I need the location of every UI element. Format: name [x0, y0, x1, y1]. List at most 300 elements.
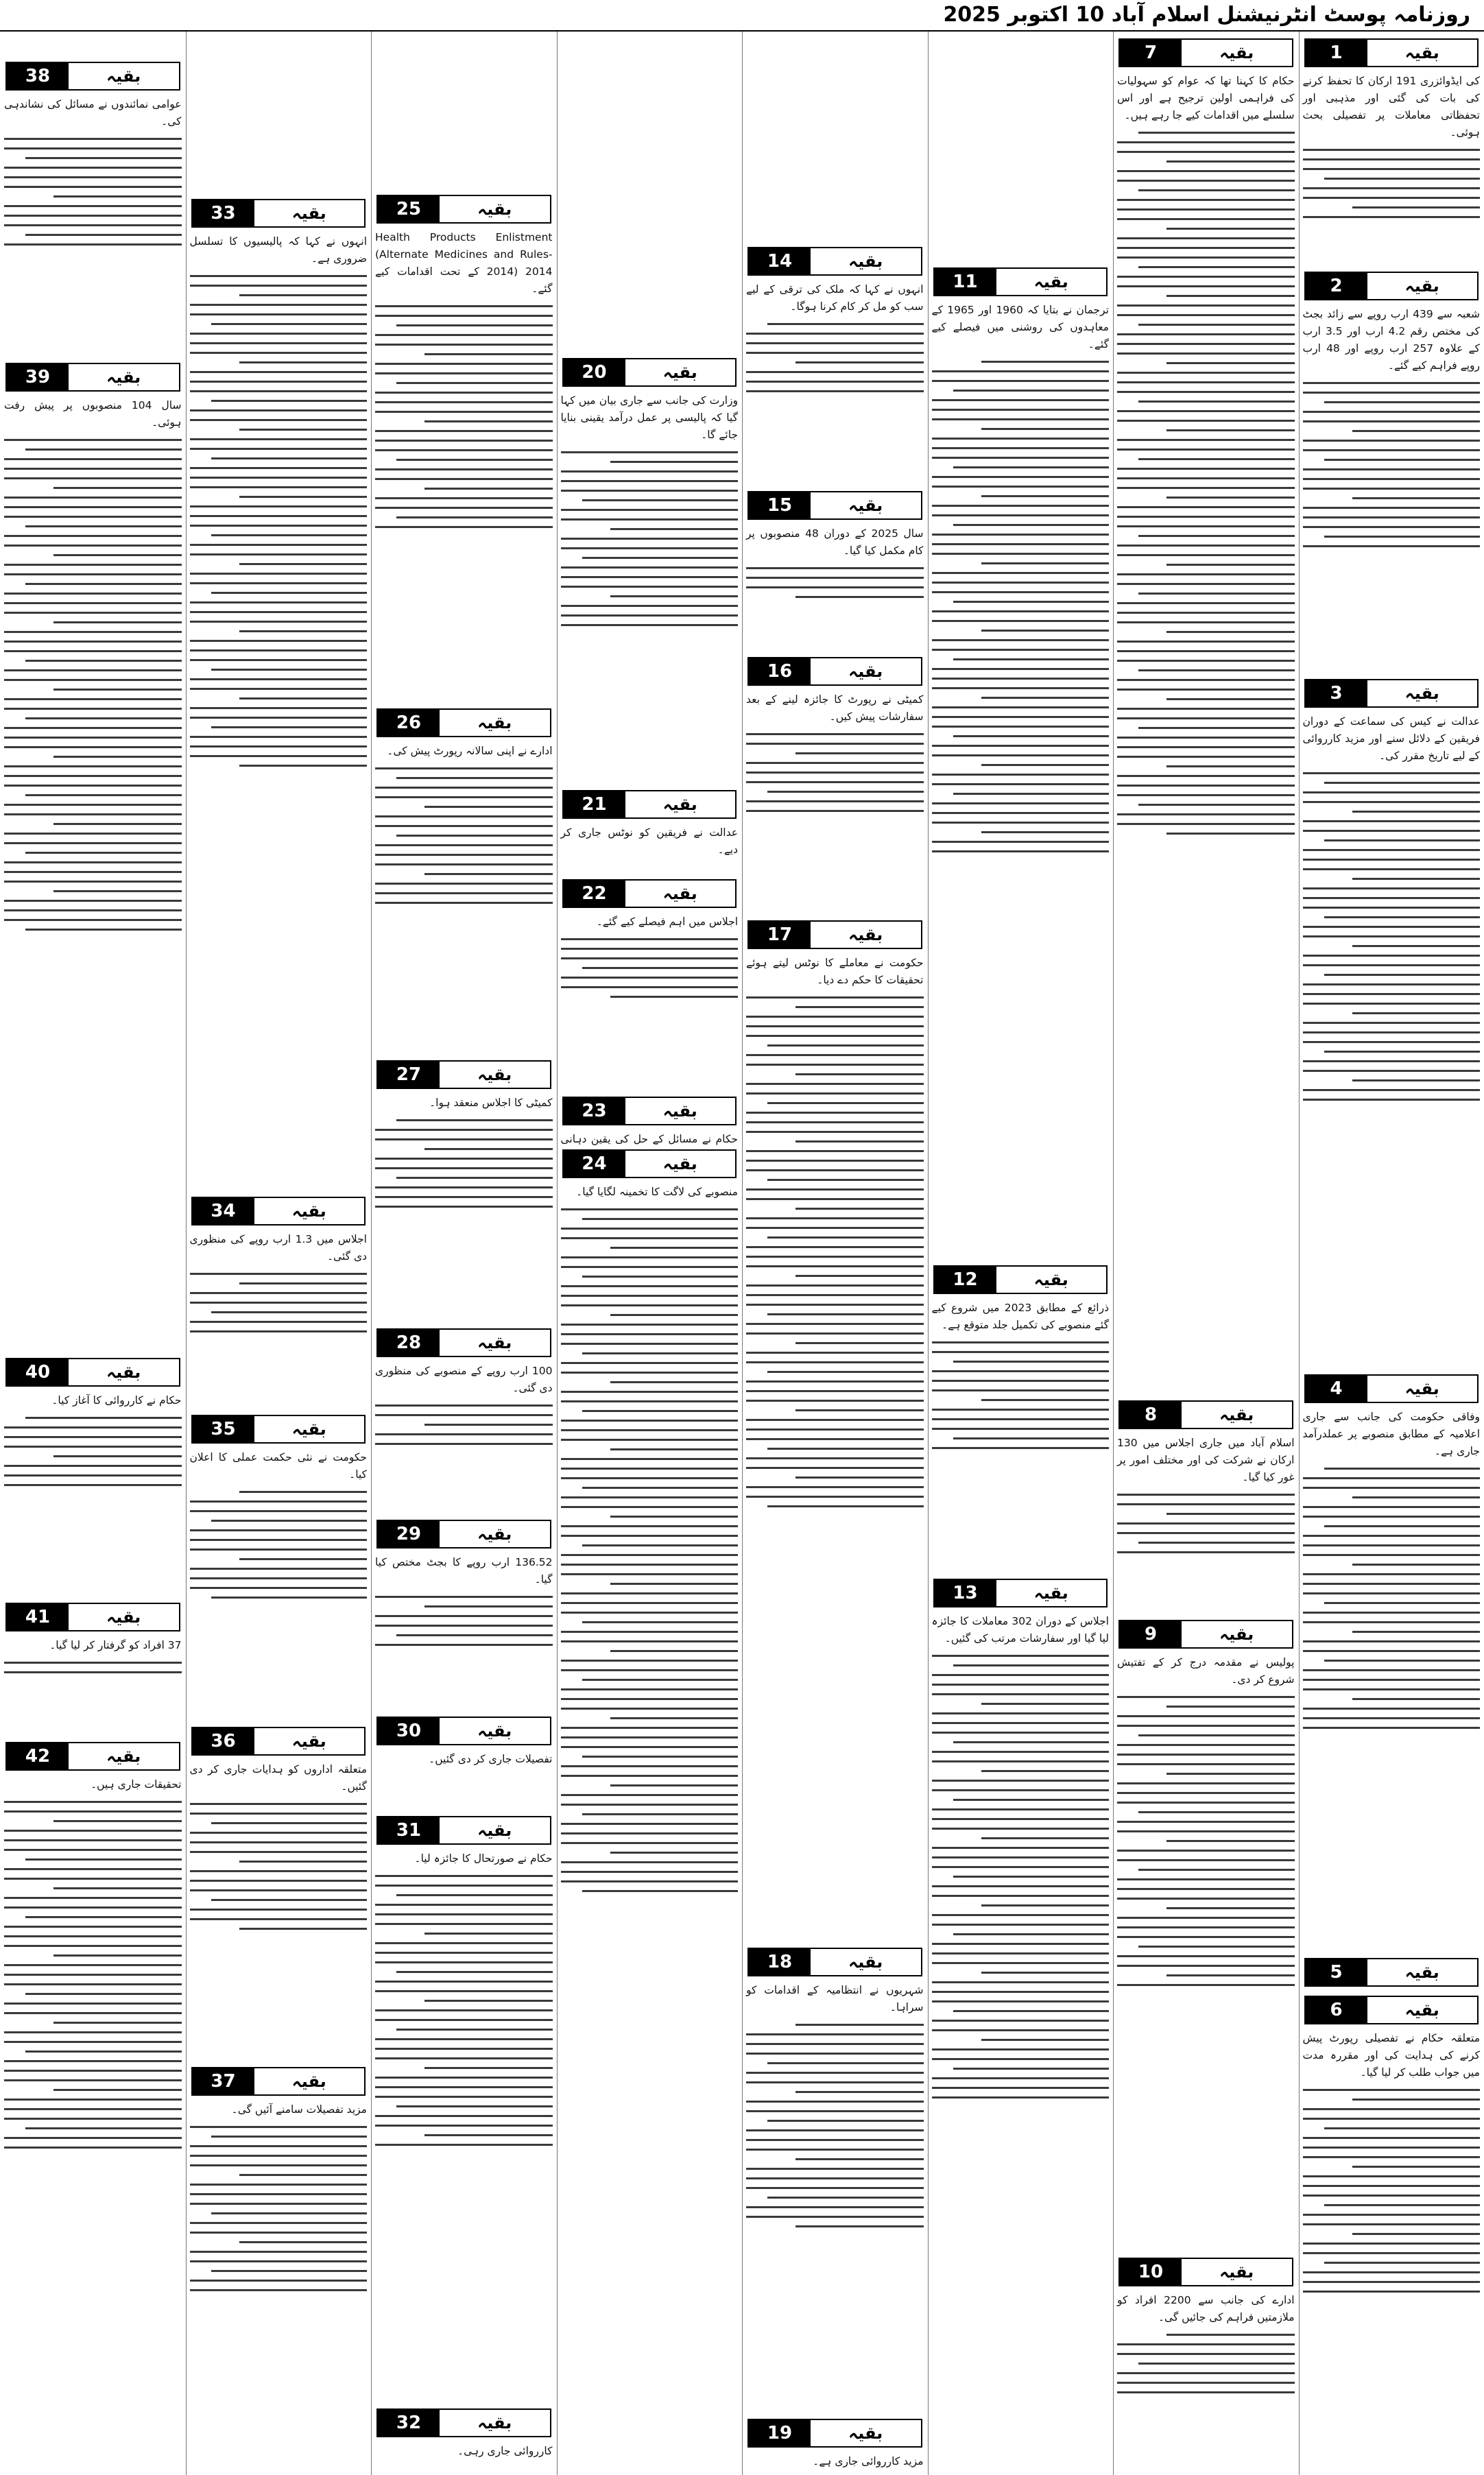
text-line [1324, 401, 1480, 403]
text-line [561, 1208, 739, 1210]
text-line [1117, 756, 1295, 758]
text-line [746, 1131, 924, 1133]
continued-story [742, 243, 928, 487]
continued-header [376, 1328, 551, 1357]
text-line [953, 390, 1109, 392]
text-line [1138, 132, 1294, 134]
text-line [1117, 141, 1295, 143]
text-line [1117, 1955, 1295, 1957]
text-line [4, 1945, 182, 1947]
text-line [981, 1972, 1109, 1974]
text-line [1117, 2372, 1295, 2374]
text-line [746, 342, 924, 344]
text-line [375, 815, 553, 817]
text-line [561, 1266, 739, 1268]
text-line [1303, 1592, 1481, 1594]
continued-label: بقیہ [996, 1580, 1107, 1606]
continued-story [186, 195, 372, 1193]
text-line [190, 553, 368, 555]
continued-header [376, 2408, 551, 2437]
text-line [953, 1741, 1109, 1743]
text-line [746, 762, 924, 764]
text-line [1303, 868, 1481, 870]
text-line [1117, 439, 1295, 441]
text-line [1166, 1773, 1294, 1775]
text-line [1303, 1506, 1481, 1508]
text-lines [1117, 132, 1295, 835]
text-line [1352, 878, 1480, 880]
text-line [239, 1282, 367, 1284]
text-line [746, 1083, 924, 1085]
text-line [4, 1671, 182, 1673]
text-line [4, 564, 182, 566]
page-column [186, 32, 372, 2475]
text-line [932, 1943, 1110, 1945]
text-line [795, 2158, 923, 2160]
text-line [1303, 1640, 1481, 1642]
text-line [582, 1544, 738, 1546]
text-line [1324, 782, 1480, 784]
text-line [1117, 602, 1295, 604]
text-line [375, 1913, 553, 1915]
text-line [746, 2110, 924, 2112]
text-line [561, 1285, 739, 1287]
text-line [375, 1186, 553, 1188]
text-line [375, 863, 553, 865]
text-line [561, 1458, 739, 1460]
text-line [424, 1424, 552, 1426]
continued-label: بقیہ [440, 1817, 550, 1843]
text-line [375, 440, 553, 442]
text-line [1117, 477, 1295, 479]
text-line [561, 624, 739, 626]
text-line [1303, 158, 1481, 160]
text-line [53, 890, 181, 892]
text-line [1303, 859, 1481, 861]
continued-label: بقیہ [1367, 40, 1478, 66]
text-line [4, 468, 182, 470]
story-number: 13 [935, 1580, 996, 1606]
text-line [375, 1990, 553, 1992]
text-line [1303, 1031, 1481, 1033]
text-line [1303, 830, 1481, 832]
text-line [4, 631, 182, 633]
story-text: عدالت نے فریقین کو نوٹس جاری کر دیے۔ [560, 826, 738, 856]
page-column [1113, 32, 1299, 2475]
continued-story [1299, 267, 1484, 675]
text-line [25, 525, 181, 527]
story-text: وزارت کی جانب سے جاری بیان میں کہا گیا کہ پالیسی پر عمل درآمد یقینی بنایا جائے گا۔ [560, 394, 738, 441]
text-line [981, 697, 1109, 699]
text-line [1352, 430, 1480, 432]
text-line [561, 1295, 739, 1297]
continued-header [5, 1603, 180, 1631]
continued-label: بقیہ [254, 2068, 365, 2094]
text-line [561, 470, 739, 473]
text-line [610, 1852, 738, 1854]
text-line [1117, 775, 1295, 777]
text-line [561, 605, 739, 607]
text-line [1117, 256, 1295, 259]
text-line [1117, 151, 1295, 153]
text-line [4, 679, 182, 681]
story-number: 12 [935, 1267, 996, 1293]
text-line [375, 2057, 553, 2059]
text-line [190, 2289, 368, 2291]
text-line [561, 1573, 739, 1575]
text-line [561, 948, 739, 950]
continued-story [186, 1723, 372, 2063]
continued-story [186, 2063, 372, 2475]
text-line [396, 324, 552, 326]
text-line [1117, 650, 1295, 652]
text-line [396, 1119, 552, 1121]
text-line [190, 1292, 368, 1294]
text-lines [746, 733, 924, 812]
text-line [953, 466, 1109, 468]
text-line [1303, 964, 1481, 966]
continued-label: بقیہ [1182, 2259, 1292, 2285]
text-line [981, 428, 1109, 430]
text-line [190, 1587, 368, 1589]
text-line [424, 1605, 552, 1607]
text-line [746, 1016, 924, 1018]
story-text: 100 ارب روپے کے منصوبے کی منظوری دی گئی۔ [375, 1365, 553, 1394]
continued-story [557, 786, 743, 875]
text-line [190, 1321, 368, 1323]
text-line [1303, 2252, 1481, 2254]
text-line [1324, 1051, 1480, 1053]
continued-label: بقیہ [811, 1949, 921, 1975]
text-line [1303, 187, 1481, 189]
continued-story [1113, 1616, 1299, 2253]
text-line [932, 553, 1110, 555]
story-text: کی ایڈوائزری 191 ارکان کا تحفظ کرنے کی بات کی گئی اور مذہبی اور تحفظاتی معاملات پر تفصیلی بحث ہوئی۔ [1302, 75, 1480, 139]
text-line [375, 2048, 553, 2050]
text-line [610, 595, 738, 597]
text-line [1166, 564, 1294, 566]
text-line [190, 285, 368, 287]
text-line [4, 2118, 182, 2120]
text-line [375, 1414, 553, 1416]
text-line [932, 1418, 1110, 1420]
text-line [932, 649, 1110, 651]
text-line [375, 1443, 553, 1445]
text-lines [561, 451, 739, 626]
text-line [746, 1323, 924, 1325]
text-line [582, 1679, 738, 1681]
continued-header [747, 247, 922, 276]
text-line [746, 2206, 924, 2208]
text-line [375, 2077, 553, 2079]
text-line [239, 630, 367, 632]
text-line [981, 764, 1109, 766]
text-line [1324, 178, 1480, 180]
text-line [375, 430, 553, 432]
text-line [1352, 1564, 1480, 1566]
text-line [561, 490, 739, 492]
text-line [1117, 794, 1295, 796]
text-line [932, 514, 1110, 516]
text-line [1303, 1717, 1481, 1719]
text-line [746, 1256, 924, 1258]
text-line [375, 892, 553, 894]
story-text: مزید کارروائی جاری ہے۔ [813, 2455, 924, 2467]
text-line [932, 505, 1110, 507]
text-line [932, 610, 1110, 612]
text-line [1303, 1535, 1481, 1537]
text-line [610, 1314, 738, 1316]
continued-header [747, 491, 922, 520]
continued-label: بقیہ [440, 1521, 550, 1547]
text-line [582, 1276, 738, 1278]
page-column [742, 32, 928, 2475]
text-line [1138, 727, 1294, 729]
story-text: شعبہ سے 439 ارب روپے سے زائد بجٹ کی مختص رقم 4.2 ارب اور 3.5 ارب کے علاوہ 257 ارب روپے اور 48 ارب روپے فراہم کیے گئے۔ [1302, 308, 1480, 372]
text-line [561, 1525, 739, 1527]
text-line [4, 2060, 182, 2062]
text-line [190, 438, 368, 440]
continued-header [191, 2067, 366, 2096]
text-line [1117, 285, 1295, 287]
text-line [396, 1634, 552, 1636]
continued-label: بقیہ [440, 2410, 550, 2436]
text-line [746, 810, 924, 812]
continued-label: بقیہ [625, 881, 736, 907]
continued-story [742, 487, 928, 653]
text-line [4, 785, 182, 787]
continued-story [928, 1575, 1114, 2475]
text-line [1303, 478, 1481, 480]
text-line [1117, 1754, 1295, 1756]
text-line [375, 767, 553, 769]
text-line [4, 861, 182, 863]
text-line [932, 2000, 1110, 2002]
text-line [1166, 1513, 1294, 1515]
continued-label: بقیہ [811, 492, 921, 518]
text-line [1166, 765, 1294, 767]
story-text: 37 افراد کو گرفتار کر لیا گیا۔ [49, 1639, 182, 1651]
text-lines [190, 275, 368, 767]
text-line [190, 275, 368, 277]
text-line [1324, 2262, 1480, 2264]
text-line [981, 495, 1109, 497]
story-text: مزید تفصیلات سامنے آئیں گی۔ [231, 2103, 367, 2116]
text-line [1303, 507, 1481, 509]
text-line [981, 831, 1109, 833]
text-line [1303, 488, 1481, 490]
text-line [1166, 1907, 1294, 1909]
text-line [211, 592, 367, 594]
text-line [190, 1918, 368, 1920]
text-line [1324, 839, 1480, 841]
text-line [767, 323, 923, 325]
text-line [561, 1602, 739, 1604]
text-line [375, 315, 553, 317]
text-line [25, 1858, 181, 1861]
text-line [1303, 1573, 1481, 1575]
story-number: 23 [564, 1098, 625, 1124]
story-number: 26 [378, 710, 440, 736]
story-number: 2 [1306, 273, 1367, 299]
text-line [190, 304, 368, 306]
text-line [1303, 2271, 1481, 2273]
text-line [4, 545, 182, 547]
story-number: 10 [1120, 2259, 1182, 2285]
text-line [932, 486, 1110, 488]
story-text: کارروائی جاری رہی۔ [457, 2445, 553, 2457]
text-line [4, 765, 182, 767]
text-line [4, 1906, 182, 1909]
text-line [953, 1437, 1109, 1439]
text-line [424, 873, 552, 875]
continued-label: بقیہ [254, 1728, 365, 1754]
text-line [1138, 189, 1294, 191]
text-line [746, 577, 924, 579]
text-line [190, 515, 368, 517]
text-line [1303, 149, 1481, 151]
text-line [190, 467, 368, 469]
text-line [1117, 449, 1295, 451]
text-line [4, 602, 182, 604]
text-line [396, 835, 552, 837]
text-line [561, 1554, 739, 1556]
text-line [746, 2043, 924, 2045]
text-line [1117, 1821, 1295, 1823]
text-lines [746, 2024, 924, 2227]
story-number: 28 [378, 1330, 440, 1356]
text-line [4, 506, 182, 508]
text-lines [561, 938, 739, 998]
story-text: اجلاس میں اہم فیصلے کیے گئے۔ [596, 916, 738, 928]
text-line [375, 497, 553, 499]
text-line [424, 2000, 552, 2002]
text-line [610, 1247, 738, 1249]
text-line [1117, 1878, 1295, 1880]
text-line [1117, 1503, 1295, 1505]
text-line [561, 1640, 739, 1642]
text-line [981, 1837, 1109, 1839]
text-line [190, 1889, 368, 1891]
text-line [25, 2127, 181, 2129]
text-line [561, 1256, 739, 1258]
text-line [190, 505, 368, 507]
text-line [561, 1400, 739, 1402]
text-line [561, 576, 739, 578]
text-line [932, 370, 1110, 372]
text-line [4, 1868, 182, 1870]
text-line [746, 333, 924, 335]
text-line [981, 1703, 1109, 1705]
text-line [190, 1577, 368, 1579]
text-line [932, 1856, 1110, 1858]
text-line [953, 735, 1109, 737]
continued-label: بقیہ [625, 791, 736, 817]
text-line [1303, 2291, 1481, 2293]
text-line [981, 1904, 1109, 1906]
text-line [1117, 314, 1295, 316]
text-line [53, 621, 181, 623]
text-line [746, 586, 924, 588]
text-line [582, 1410, 738, 1412]
story-number: 24 [564, 1151, 625, 1177]
text-line [953, 1933, 1109, 1935]
continued-label: بقیہ [69, 63, 179, 89]
text-line [375, 334, 553, 336]
text-line [375, 449, 553, 451]
text-line [190, 1529, 368, 1531]
text-line [746, 1352, 924, 1354]
text-line [1324, 2127, 1480, 2129]
text-line [1117, 487, 1295, 489]
text-line [375, 787, 553, 789]
continued-header [933, 1265, 1108, 1294]
text-line [1117, 1532, 1295, 1534]
text-line [375, 1206, 553, 1208]
continued-label: بقیہ [811, 658, 921, 684]
text-line [4, 919, 182, 921]
text-line [932, 706, 1110, 708]
text-line [932, 1866, 1110, 1868]
text-line [1303, 1688, 1481, 1690]
column-rule [557, 32, 558, 2475]
text-line [190, 1330, 368, 1332]
continued-story [371, 1516, 557, 1712]
text-line [4, 477, 182, 479]
story-number: 35 [193, 1416, 254, 1442]
text-line [746, 2216, 924, 2218]
text-line [561, 977, 739, 979]
text-line [1303, 2185, 1481, 2187]
text-line [375, 1196, 553, 1198]
text-line [239, 294, 367, 296]
text-line [1138, 1946, 1294, 1948]
text-line [211, 400, 367, 402]
text-line [610, 461, 738, 463]
story-number: 27 [378, 1062, 440, 1088]
text-line [932, 572, 1110, 574]
text-line [190, 333, 368, 335]
text-line [1117, 516, 1295, 518]
text-line [396, 1971, 552, 1973]
text-line [211, 323, 367, 325]
continued-header [1304, 272, 1479, 300]
text-line [746, 1390, 924, 1392]
text-line [561, 1362, 739, 1364]
text-line [767, 2062, 923, 2064]
text-line [4, 458, 182, 460]
text-line [981, 361, 1109, 363]
text-line [932, 2029, 1110, 2031]
story-text: کمیٹی نے رپورٹ کا جائزہ لینے کے بعد سفارشات پیش کیں۔ [746, 693, 924, 723]
text-line [4, 708, 182, 710]
text-line [190, 409, 368, 411]
text-line [4, 746, 182, 748]
text-line [375, 468, 553, 470]
text-line [561, 1324, 739, 1326]
text-line [582, 1890, 738, 1892]
text-line [190, 2251, 368, 2253]
text-line [746, 2149, 924, 2151]
text-line [561, 1468, 739, 1470]
text-line [1352, 1079, 1480, 1081]
text-line [746, 567, 924, 569]
text-line [1352, 2099, 1480, 2101]
text-line [53, 1455, 181, 1457]
text-lines [190, 1273, 368, 1332]
story-number: 15 [749, 492, 811, 518]
text-line [190, 2280, 368, 2282]
